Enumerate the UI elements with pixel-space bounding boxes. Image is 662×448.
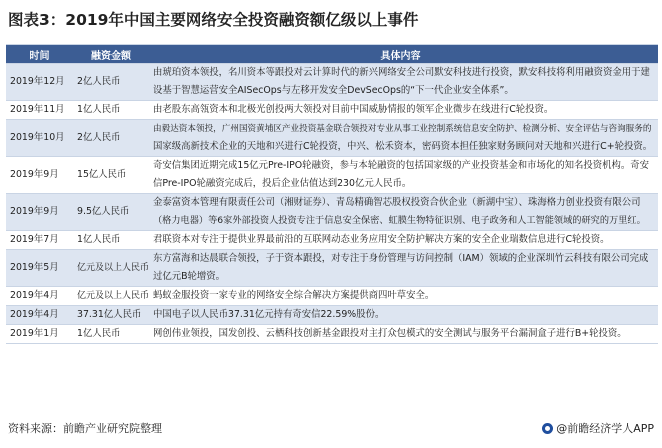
table-row xyxy=(6,120,658,157)
cell-time: 2019年12月 xyxy=(10,76,65,87)
table-row xyxy=(6,101,658,120)
cell-time: 2019年10月 xyxy=(10,132,65,143)
cell-time: 2019年9月 xyxy=(10,169,59,180)
table-body xyxy=(6,64,658,344)
cell-time: 2019年7月 xyxy=(10,234,59,245)
cell-content xyxy=(149,157,658,193)
content-line: （格力电器）等6家外部投资人投资专注于信息安全保密、虹膜生物特征识别、电子政务和人工智能领域的研究的万里红。 xyxy=(153,215,646,226)
cell-amount: 9.5亿人民币 xyxy=(77,206,130,217)
content-line: 由琥珀资本领投，名川资本等跟投对云计算时代的新兴网络安全公司默安科技进行投资，默安科技将利用融资资金用于建 xyxy=(153,67,650,78)
header-amount: 融资金额 xyxy=(91,50,131,62)
cell-content xyxy=(149,101,658,119)
cell-time: 2019年11月 xyxy=(10,104,65,115)
cell-time: 2019年4月 xyxy=(10,309,59,320)
header-time: 时间 xyxy=(29,50,50,62)
investment-table xyxy=(6,44,658,344)
content-line: 信Pre-IPO轮融资完成后，投后企业估值达到230亿元人民币。 xyxy=(153,178,412,189)
cell-content xyxy=(149,325,658,343)
content-line: 蚂蚁金服投资一家专业的网络安全综合解决方案提供商四叶草安全。 xyxy=(153,290,435,301)
content-line: 由毅达资本领投，广州国资黄埔区产业投资基金联合领投对专业从事工业控制系统信息安全防护、检测分析、安全评估与咨询服务的 xyxy=(153,124,652,134)
cell-content xyxy=(149,64,658,100)
cell-content xyxy=(149,306,658,324)
content-line: 国家级高新技术企业的天地和兴进行C轮投资，中兴、松禾资本，密码资本担任独家财务顾问对天地和兴进行C+轮投资。 xyxy=(153,141,653,152)
content-line: 过亿元B轮增资。 xyxy=(153,271,226,282)
cell-amount: 亿元及以上人民币 xyxy=(77,291,150,301)
content-line: 网创伟业领投，国发创投、云栖科技创新基金跟投对主打众包模式的安全测试与服务平台漏洞盒子进行B+轮投资。 xyxy=(153,328,627,339)
cell-time: 2019年4月 xyxy=(10,290,59,301)
content-line: 金泰富资本管理有限责任公司（湘财证券）、青岛精确智芯股权投资合伙企业（新湖中宝）、珠海格力创业投资有限公司 xyxy=(153,197,641,208)
table-header-row xyxy=(6,45,658,64)
content-line: 由老股东高瓴资本和北极光创投两大领投对目前中国威胁情报的领军企业微步在线进行C轮投资。 xyxy=(153,104,554,115)
table-row xyxy=(6,64,658,101)
cell-content xyxy=(149,231,658,249)
cell-amount: 1亿人民币 xyxy=(77,234,121,245)
brand-signature xyxy=(542,420,654,436)
table-row xyxy=(6,194,658,231)
cell-amount: 亿元及以上人民币 xyxy=(77,263,150,273)
content-line: 设基于智慧运营安全AISecOps与左移开发安全DevSecOps的“下一代企业安全体系”。 xyxy=(153,85,514,96)
cell-content xyxy=(149,250,658,286)
qianzhan-logo-icon xyxy=(542,423,553,434)
cell-content xyxy=(149,287,658,305)
cell-time: 2019年5月 xyxy=(10,262,59,273)
table-row xyxy=(6,325,658,344)
table-row xyxy=(6,231,658,250)
cell-amount: 15亿人民币 xyxy=(77,169,127,180)
table-row xyxy=(6,287,658,306)
chart-title: 图表3：2019年中国主要网络安全投资融资额亿级以上事件 xyxy=(8,11,419,29)
content-line: 中国电子以人民币37.31亿元持有奇安信22.59%股份。 xyxy=(153,309,385,320)
header-content: 具体内容 xyxy=(380,50,421,62)
table-row xyxy=(6,306,658,325)
cell-content xyxy=(149,194,658,230)
cell-time: 2019年1月 xyxy=(10,328,59,339)
content-line: 奇安信集团近期完成15亿元Pre-IPO轮融资，参与本轮融资的包括国家级的产业投资基金和市场化的知名投资机构。奇安 xyxy=(153,160,650,171)
cell-time: 2019年9月 xyxy=(10,206,59,217)
content-line: 东方富海和达晨联合领投，子于资本跟投，对专注于身份管理与访问控制（IAM）领域的企业深圳竹云科技有限公司完成 xyxy=(153,253,649,264)
cell-amount: 2亿人民币 xyxy=(77,132,121,143)
table-row xyxy=(6,250,658,287)
brand-label: @前瞻经济学人APP xyxy=(556,422,654,435)
cell-content xyxy=(149,120,658,156)
cell-amount: 1亿人民币 xyxy=(77,328,121,339)
source-note: 资料来源：前瞻产业研究院整理 xyxy=(8,422,162,435)
content-line: 君联资本对专注于提供业界最前沿的互联网动态业务应用安全防护解决方案的安全企业瑞数信息进行C轮投资。 xyxy=(153,234,610,245)
table-row xyxy=(6,157,658,194)
cell-amount: 1亿人民币 xyxy=(77,104,121,115)
cell-amount: 2亿人民币 xyxy=(77,76,121,87)
cell-amount: 37.31亿人民币 xyxy=(77,309,142,320)
